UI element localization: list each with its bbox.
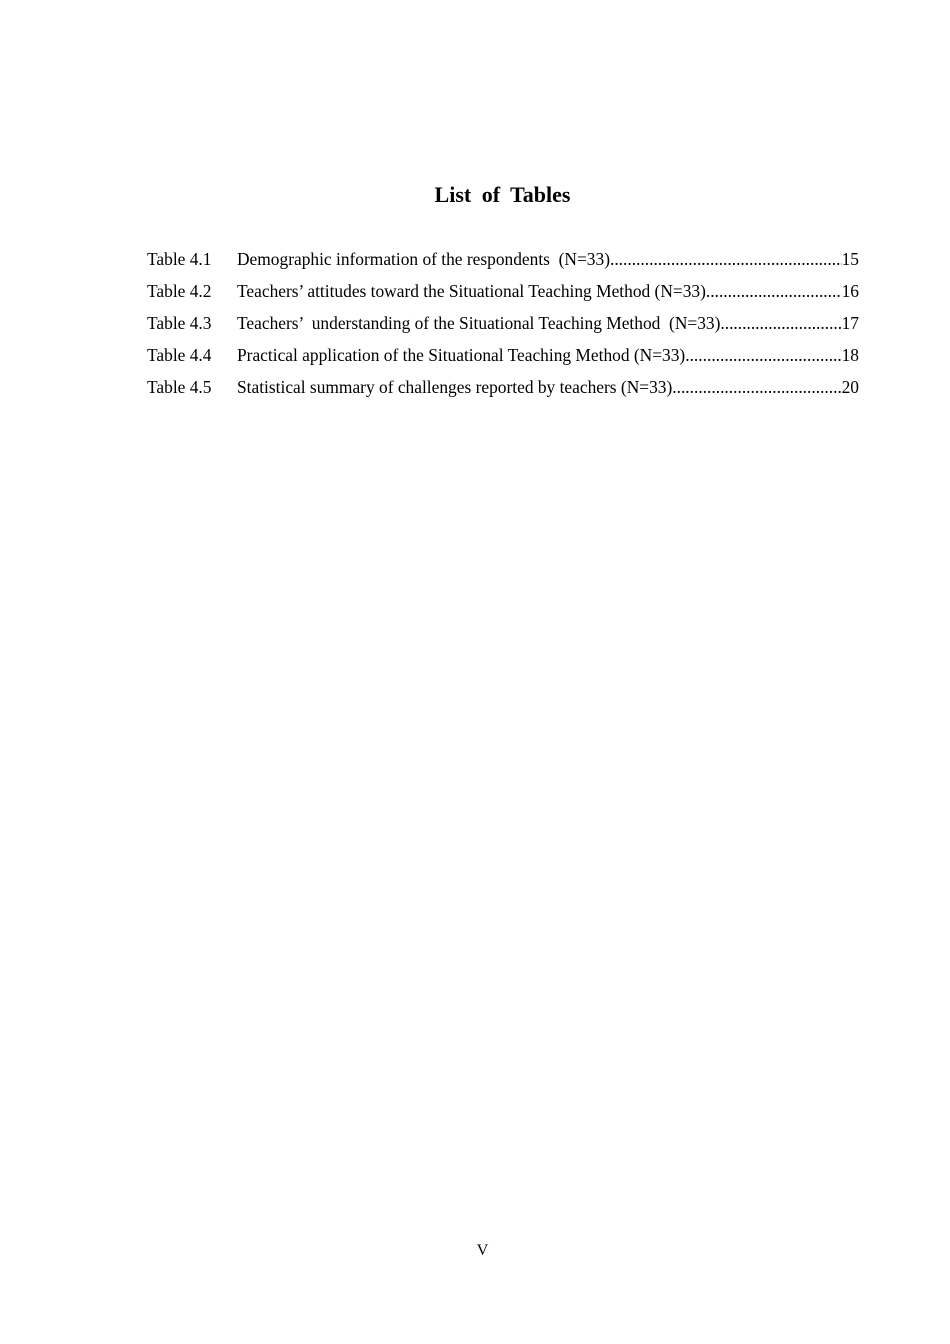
table-page-number: 16 bbox=[841, 281, 859, 301]
list-item[interactable] bbox=[147, 279, 859, 311]
dot-leader bbox=[706, 279, 842, 303]
table-caption: Teachers’ attitudes toward the Situational Teaching Method (N=33) bbox=[237, 281, 706, 301]
table-page-number: 15 bbox=[841, 249, 859, 269]
table-page-number: 18 bbox=[841, 345, 859, 365]
table-entry bbox=[237, 311, 859, 335]
page-title: List of Tables bbox=[434, 182, 571, 207]
table-label: Table 4.5 bbox=[147, 377, 212, 397]
list-item[interactable] bbox=[147, 311, 859, 343]
table-label: Table 4.2 bbox=[147, 281, 212, 301]
table-entry bbox=[237, 247, 859, 271]
table-page-number: 20 bbox=[841, 377, 859, 397]
dot-leader bbox=[610, 247, 842, 271]
table-caption: Demographic information of the respondents (N=33) bbox=[237, 249, 610, 269]
table-entry bbox=[237, 279, 859, 303]
dot-leader bbox=[720, 311, 841, 335]
table-label: Table 4.1 bbox=[147, 249, 212, 269]
table-label: Table 4.4 bbox=[147, 345, 212, 365]
list-item[interactable] bbox=[147, 343, 859, 375]
table-caption: Statistical summary of challenges reported by teachers (N=33) bbox=[237, 377, 673, 397]
table-caption: Practical application of the Situational Teaching Method (N=33) bbox=[237, 345, 686, 365]
page-number: V bbox=[476, 1242, 489, 1259]
dot-leader bbox=[685, 343, 841, 367]
table-entry bbox=[237, 343, 859, 367]
dot-leader bbox=[672, 375, 841, 399]
list-item[interactable] bbox=[147, 375, 859, 407]
table-list bbox=[147, 247, 859, 407]
table-entry bbox=[237, 375, 859, 399]
table-label: Table 4.3 bbox=[147, 313, 212, 333]
table-caption: Teachers’ understanding of the Situational Teaching Method (N=33) bbox=[237, 313, 721, 333]
list-item[interactable] bbox=[147, 247, 859, 279]
table-page-number: 17 bbox=[841, 313, 859, 333]
